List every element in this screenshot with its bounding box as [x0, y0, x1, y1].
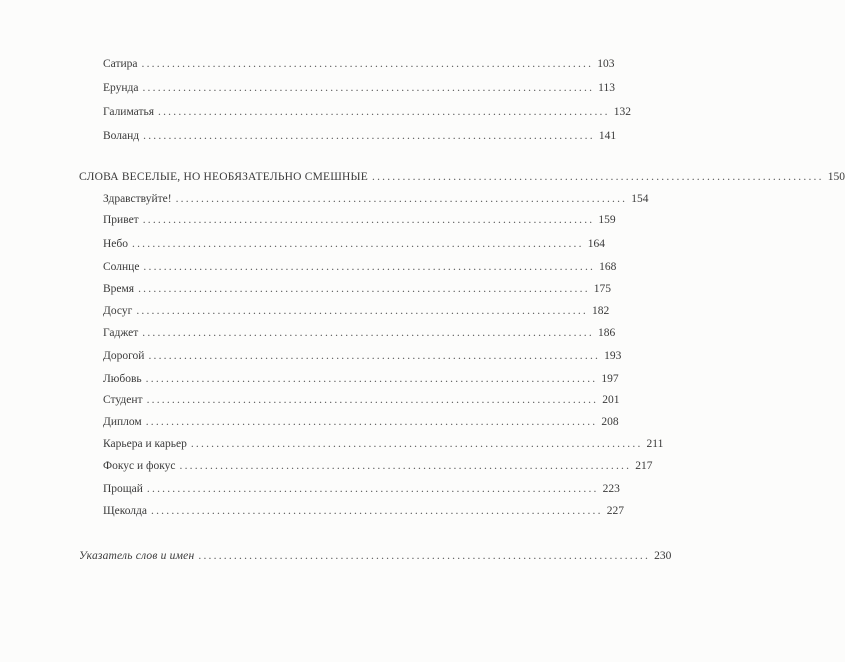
toc-entry [103, 81, 615, 95]
toc-leader-dots: ......................................................................................... [143, 130, 595, 142]
toc-entry-label: Дорогой [103, 350, 145, 362]
toc-leader-dots: ......................................................................................... [138, 283, 590, 295]
toc-leader-dots: ......................................................................................... [141, 58, 594, 70]
toc-entry-page: 159 [598, 214, 616, 226]
toc-entry-page: 193 [604, 350, 622, 362]
toc-leader-dots: ......................................................................................... [142, 82, 595, 94]
toc-entry-page: 141 [598, 130, 617, 142]
toc-leader-dots: ......................................................................................... [145, 373, 598, 385]
toc-entry [103, 349, 622, 363]
toc-entry [103, 504, 624, 518]
toc-entry-label: Гаджет [103, 327, 139, 339]
toc-entry-page: 132 [613, 106, 631, 118]
toc-leader-dots: ......................................................................................... [151, 505, 603, 517]
toc-entry-label: Студент [103, 394, 143, 406]
toc-entry [103, 213, 616, 227]
toc-entry-label: Привет [103, 214, 139, 226]
toc-entry-page: 103 [597, 58, 615, 70]
toc-entry-label: Солнце [103, 261, 140, 273]
toc-entry-page: 217 [635, 460, 653, 472]
toc-entry-page: 186 [597, 327, 616, 339]
toc-leader-dots: ......................................................................................... [179, 460, 632, 472]
toc-leader-dots: ......................................................................................... [146, 394, 599, 406]
toc-entry [103, 260, 617, 274]
toc-leader-dots: ......................................................................................... [198, 550, 651, 562]
toc-entry-label: Здравствуйте! [103, 193, 172, 205]
toc-section-label: СЛОВА ВЕСЕЛЫЕ, НО НЕОБЯЗАТЕЛЬНО СМЕШНЫЕ [79, 171, 368, 183]
toc-entry [103, 415, 619, 429]
toc-entry-page: 168 [599, 261, 617, 273]
toc-entry-page: 182 [592, 305, 610, 317]
toc-entry [103, 282, 612, 296]
toc-leader-dots: ......................................................................................... [145, 416, 598, 428]
toc-leader-dots: ......................................................................................... [142, 214, 595, 226]
toc-entry-page: 197 [601, 373, 619, 385]
toc-leader-dots: ......................................................................................... [190, 438, 643, 450]
toc-entry-label: Ерунда [103, 82, 139, 94]
toc-entry-page: 208 [601, 416, 619, 428]
toc-leader-dots: ......................................................................................... [132, 238, 584, 250]
toc-entry [103, 192, 649, 206]
toc-entry [103, 372, 619, 386]
toc-section-page: 150 [827, 171, 845, 183]
toc-entry-label: Любовь [103, 373, 142, 385]
toc-section-heading [79, 170, 845, 184]
toc-leader-dots: ......................................................................................... [148, 350, 601, 362]
toc-entry-label: Прощай [103, 483, 143, 495]
toc-leader-dots: ......................................................................................... [143, 261, 596, 273]
toc-leader-dots: ......................................................................................... [175, 193, 628, 205]
toc-entry [103, 482, 620, 496]
toc-entry-label: Воланд [103, 130, 140, 142]
toc-entry-label: Время [103, 283, 135, 295]
toc-entry-label: Карьера и карьер [103, 438, 187, 450]
toc-entry [103, 459, 653, 473]
toc-entry [103, 437, 664, 451]
toc-leader-dots: ......................................................................................... [142, 327, 594, 339]
toc-entry [103, 304, 610, 318]
toc-entry-label: Галиматья [103, 106, 155, 118]
toc-leader-dots: ......................................................................................... [158, 106, 610, 118]
toc-entry-page: 201 [602, 394, 620, 406]
toc-entry [103, 237, 605, 251]
toc-entry-page: 164 [587, 238, 605, 250]
toc-entry-page: 113 [598, 82, 615, 94]
toc-entry-label: Сатира [103, 58, 138, 70]
toc-index-page: 230 [654, 550, 672, 562]
toc-leader-dots: ......................................................................................... [372, 171, 824, 183]
toc-entry-label: Фокус и фокус [103, 460, 176, 472]
toc-entry-page: 175 [593, 283, 612, 295]
toc-entry-label: Щеколда [103, 505, 148, 517]
toc-entry [103, 326, 616, 340]
toc-index-entry [79, 549, 672, 563]
toc-entry [103, 129, 617, 143]
toc-leader-dots: ......................................................................................... [146, 483, 599, 495]
toc-index-label: Указатель слов и имен [79, 550, 195, 562]
toc-entry-page: 227 [606, 505, 624, 517]
toc-entry [103, 105, 631, 119]
toc-entry-label: Небо [103, 238, 129, 250]
toc-entry-page: 154 [631, 193, 649, 205]
toc-entry [103, 57, 615, 71]
toc-entry-label: Диплом [103, 416, 142, 428]
toc-entry-page: 211 [646, 438, 664, 450]
toc-entry-page: 223 [602, 483, 620, 495]
toc-entry-label: Досуг [103, 305, 133, 317]
toc-entry [103, 393, 620, 407]
toc-leader-dots: ......................................................................................... [136, 305, 588, 317]
